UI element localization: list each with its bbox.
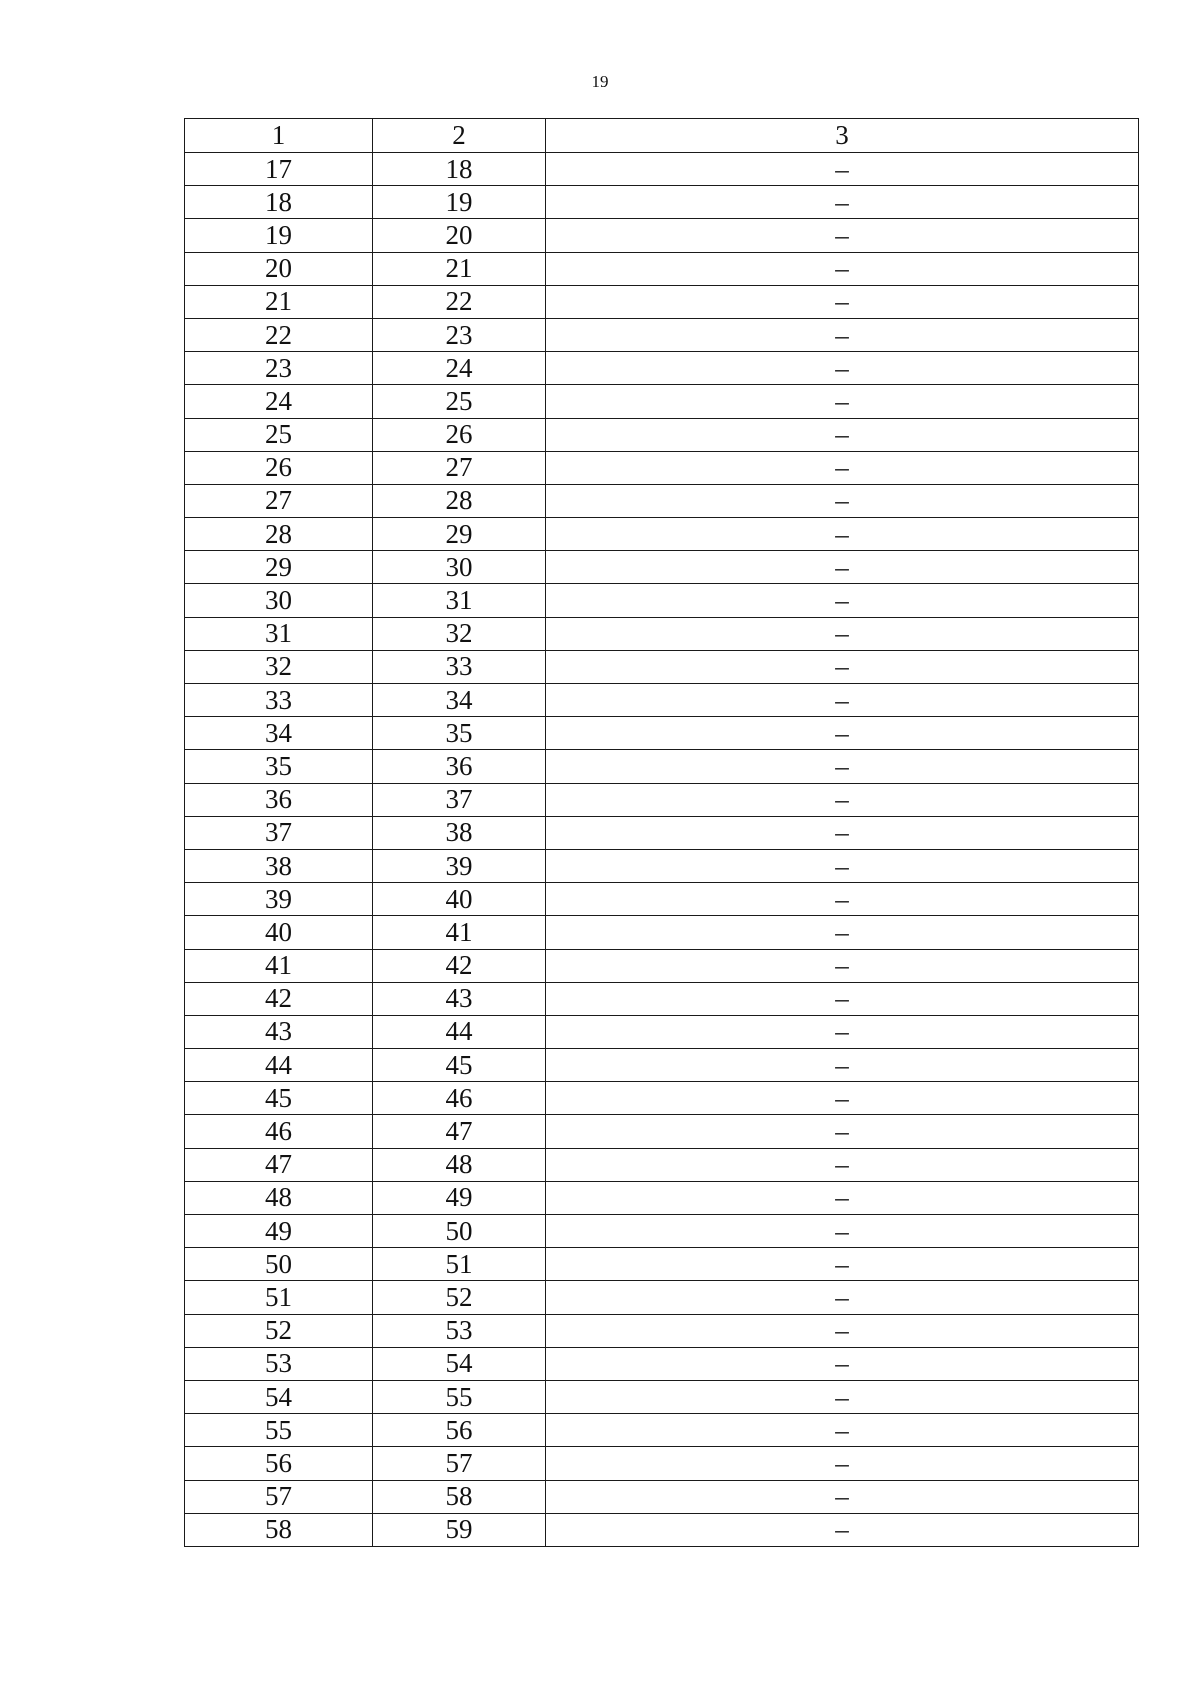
table-cell-col-1: 53	[185, 1347, 373, 1380]
table-cell-col-2: 52	[373, 1281, 546, 1314]
page-number: 19	[591, 72, 609, 91]
table-cell-col-1: 36	[185, 783, 373, 816]
table-row	[185, 551, 1139, 584]
table-cell-col-2: 53	[373, 1314, 546, 1347]
table-cell-col-1: 26	[185, 451, 373, 484]
table-cell-col-3: –	[546, 982, 1139, 1015]
table-cell-col-3: –	[546, 451, 1139, 484]
table-cell-col-2: 23	[373, 318, 546, 351]
table-cell-col-3: –	[546, 1447, 1139, 1480]
table-cell-col-1: 35	[185, 750, 373, 783]
table-row	[185, 252, 1139, 285]
table-cell-col-3: –	[546, 617, 1139, 650]
table-cell-col-3: –	[546, 816, 1139, 849]
table-cell-col-3: –	[546, 1049, 1139, 1082]
table-cell-col-1: 22	[185, 318, 373, 351]
table-cell-col-1: 46	[185, 1115, 373, 1148]
table-cell-col-2: 47	[373, 1115, 546, 1148]
table-row	[185, 1414, 1139, 1447]
table-row	[185, 153, 1139, 186]
table-row	[185, 1148, 1139, 1181]
table-cell-col-2: 29	[373, 518, 546, 551]
table-row	[185, 916, 1139, 949]
table-cell-col-3: –	[546, 1115, 1139, 1148]
table-cell-col-3: –	[546, 783, 1139, 816]
table-row	[185, 1082, 1139, 1115]
table-cell-col-3: –	[546, 418, 1139, 451]
table-cell-col-1: 41	[185, 949, 373, 982]
table-row	[185, 518, 1139, 551]
table-cell-col-3: –	[546, 1480, 1139, 1513]
table-cell-col-2: 28	[373, 484, 546, 517]
table-cell-col-2: 51	[373, 1248, 546, 1281]
table-cell-col-3: –	[546, 318, 1139, 351]
table-row	[185, 750, 1139, 783]
table-row	[185, 816, 1139, 849]
table-cell-col-2: 31	[373, 584, 546, 617]
table-cell-col-3: –	[546, 1181, 1139, 1214]
table-cell-col-1: 34	[185, 717, 373, 750]
table-cell-col-1: 28	[185, 518, 373, 551]
table-row	[185, 1115, 1139, 1148]
table-cell-col-2: 30	[373, 551, 546, 584]
data-table-container	[184, 118, 1139, 1547]
table-cell-col-3: –	[546, 1314, 1139, 1347]
table-cell-col-2: 33	[373, 650, 546, 683]
table-cell-col-2: 49	[373, 1181, 546, 1214]
table-cell-col-1: 27	[185, 484, 373, 517]
table-cell-col-1: 19	[185, 219, 373, 252]
table-cell-col-1: 17	[185, 153, 373, 186]
table-cell-col-3: –	[546, 1513, 1139, 1546]
table-cell-col-3: –	[546, 219, 1139, 252]
table-cell-col-1: 20	[185, 252, 373, 285]
table-cell-col-3: –	[546, 1148, 1139, 1181]
table-cell-col-3: –	[546, 584, 1139, 617]
table-cell-col-1: 51	[185, 1281, 373, 1314]
table-cell-col-1: 33	[185, 684, 373, 717]
table-row	[185, 385, 1139, 418]
column-header-3: 3	[546, 119, 1139, 153]
table-cell-col-1: 45	[185, 1082, 373, 1115]
table-row	[185, 883, 1139, 916]
table-row	[185, 783, 1139, 816]
table-row	[185, 949, 1139, 982]
table-cell-col-3: –	[546, 1281, 1139, 1314]
table-cell-col-2: 44	[373, 1015, 546, 1048]
table-cell-col-3: –	[546, 551, 1139, 584]
table-cell-col-1: 43	[185, 1015, 373, 1048]
table-cell-col-2: 50	[373, 1215, 546, 1248]
table-cell-col-3: –	[546, 750, 1139, 783]
table-row	[185, 451, 1139, 484]
table-cell-col-3: –	[546, 352, 1139, 385]
table-row	[185, 849, 1139, 882]
table-cell-col-2: 22	[373, 285, 546, 318]
table-cell-col-1: 37	[185, 816, 373, 849]
table-cell-col-2: 19	[373, 186, 546, 219]
table-cell-col-1: 39	[185, 883, 373, 916]
table-cell-col-2: 43	[373, 982, 546, 1015]
column-header-2: 2	[373, 119, 546, 153]
table-cell-col-3: –	[546, 717, 1139, 750]
table-cell-col-3: –	[546, 385, 1139, 418]
table-cell-col-3: –	[546, 916, 1139, 949]
table-cell-col-2: 40	[373, 883, 546, 916]
table-cell-col-1: 48	[185, 1181, 373, 1214]
table-row	[185, 1314, 1139, 1347]
table-row	[185, 1049, 1139, 1082]
table-cell-col-3: –	[546, 1082, 1139, 1115]
table-cell-col-2: 32	[373, 617, 546, 650]
table-cell-col-1: 52	[185, 1314, 373, 1347]
table-cell-col-3: –	[546, 849, 1139, 882]
table-cell-col-3: –	[546, 1347, 1139, 1380]
table-cell-col-1: 23	[185, 352, 373, 385]
table-row	[185, 352, 1139, 385]
table-cell-col-2: 27	[373, 451, 546, 484]
table-cell-col-2: 57	[373, 1447, 546, 1480]
table-cell-col-1: 40	[185, 916, 373, 949]
table-cell-col-3: –	[546, 484, 1139, 517]
table-cell-col-2: 56	[373, 1414, 546, 1447]
table-row	[185, 186, 1139, 219]
table-cell-col-2: 55	[373, 1380, 546, 1413]
table-cell-col-2: 58	[373, 1480, 546, 1513]
table-body	[185, 153, 1139, 1547]
table-row	[185, 1347, 1139, 1380]
table-cell-col-2: 54	[373, 1347, 546, 1380]
table-row	[185, 285, 1139, 318]
table-cell-col-2: 37	[373, 783, 546, 816]
column-header-1: 1	[185, 119, 373, 153]
table-cell-col-1: 25	[185, 418, 373, 451]
table-cell-col-3: –	[546, 684, 1139, 717]
table-cell-col-1: 56	[185, 1447, 373, 1480]
table-cell-col-2: 45	[373, 1049, 546, 1082]
table-row	[185, 1281, 1139, 1314]
table-cell-col-3: –	[546, 883, 1139, 916]
table-row	[185, 650, 1139, 683]
table-cell-col-3: –	[546, 1215, 1139, 1248]
table-row	[185, 617, 1139, 650]
table-cell-col-2: 35	[373, 717, 546, 750]
table-row	[185, 1248, 1139, 1281]
table-cell-col-3: –	[546, 252, 1139, 285]
table-cell-col-2: 20	[373, 219, 546, 252]
table-cell-col-2: 46	[373, 1082, 546, 1115]
table-cell-col-1: 50	[185, 1248, 373, 1281]
table-cell-col-1: 18	[185, 186, 373, 219]
table-cell-col-1: 24	[185, 385, 373, 418]
table-row	[185, 219, 1139, 252]
table-cell-col-1: 58	[185, 1513, 373, 1546]
table-cell-col-2: 42	[373, 949, 546, 982]
table-header-row	[185, 119, 1139, 153]
table-cell-col-1: 38	[185, 849, 373, 882]
table-cell-col-1: 54	[185, 1380, 373, 1413]
table-cell-col-2: 41	[373, 916, 546, 949]
table-row	[185, 1015, 1139, 1048]
table-row	[185, 1215, 1139, 1248]
table-cell-col-3: –	[546, 949, 1139, 982]
table-cell-col-1: 42	[185, 982, 373, 1015]
table-cell-col-1: 55	[185, 1414, 373, 1447]
table-row	[185, 484, 1139, 517]
table-cell-col-1: 29	[185, 551, 373, 584]
table-row	[185, 1480, 1139, 1513]
table-cell-col-3: –	[546, 285, 1139, 318]
table-row	[185, 1181, 1139, 1214]
table-row	[185, 982, 1139, 1015]
table-cell-col-3: –	[546, 1414, 1139, 1447]
table-row	[185, 418, 1139, 451]
table-cell-col-1: 47	[185, 1148, 373, 1181]
table-row	[185, 717, 1139, 750]
table-cell-col-3: –	[546, 518, 1139, 551]
table-cell-col-2: 38	[373, 816, 546, 849]
table-cell-col-1: 31	[185, 617, 373, 650]
table-cell-col-3: –	[546, 1015, 1139, 1048]
table-cell-col-1: 21	[185, 285, 373, 318]
table-row	[185, 1447, 1139, 1480]
table-cell-col-3: –	[546, 650, 1139, 683]
table-cell-col-1: 57	[185, 1480, 373, 1513]
table-row	[185, 318, 1139, 351]
data-table	[184, 118, 1139, 1547]
table-cell-col-2: 34	[373, 684, 546, 717]
table-row	[185, 584, 1139, 617]
table-row	[185, 684, 1139, 717]
table-cell-col-2: 18	[373, 153, 546, 186]
table-cell-col-3: –	[546, 1380, 1139, 1413]
table-row	[185, 1380, 1139, 1413]
table-cell-col-2: 39	[373, 849, 546, 882]
table-cell-col-3: –	[546, 153, 1139, 186]
table-cell-col-2: 26	[373, 418, 546, 451]
table-row	[185, 1513, 1139, 1546]
table-cell-col-2: 36	[373, 750, 546, 783]
table-cell-col-1: 32	[185, 650, 373, 683]
table-cell-col-1: 49	[185, 1215, 373, 1248]
table-cell-col-3: –	[546, 1248, 1139, 1281]
table-cell-col-2: 24	[373, 352, 546, 385]
table-cell-col-2: 59	[373, 1513, 546, 1546]
table-cell-col-1: 30	[185, 584, 373, 617]
table-cell-col-2: 25	[373, 385, 546, 418]
table-cell-col-3: –	[546, 186, 1139, 219]
table-cell-col-2: 48	[373, 1148, 546, 1181]
table-cell-col-2: 21	[373, 252, 546, 285]
table-cell-col-1: 44	[185, 1049, 373, 1082]
